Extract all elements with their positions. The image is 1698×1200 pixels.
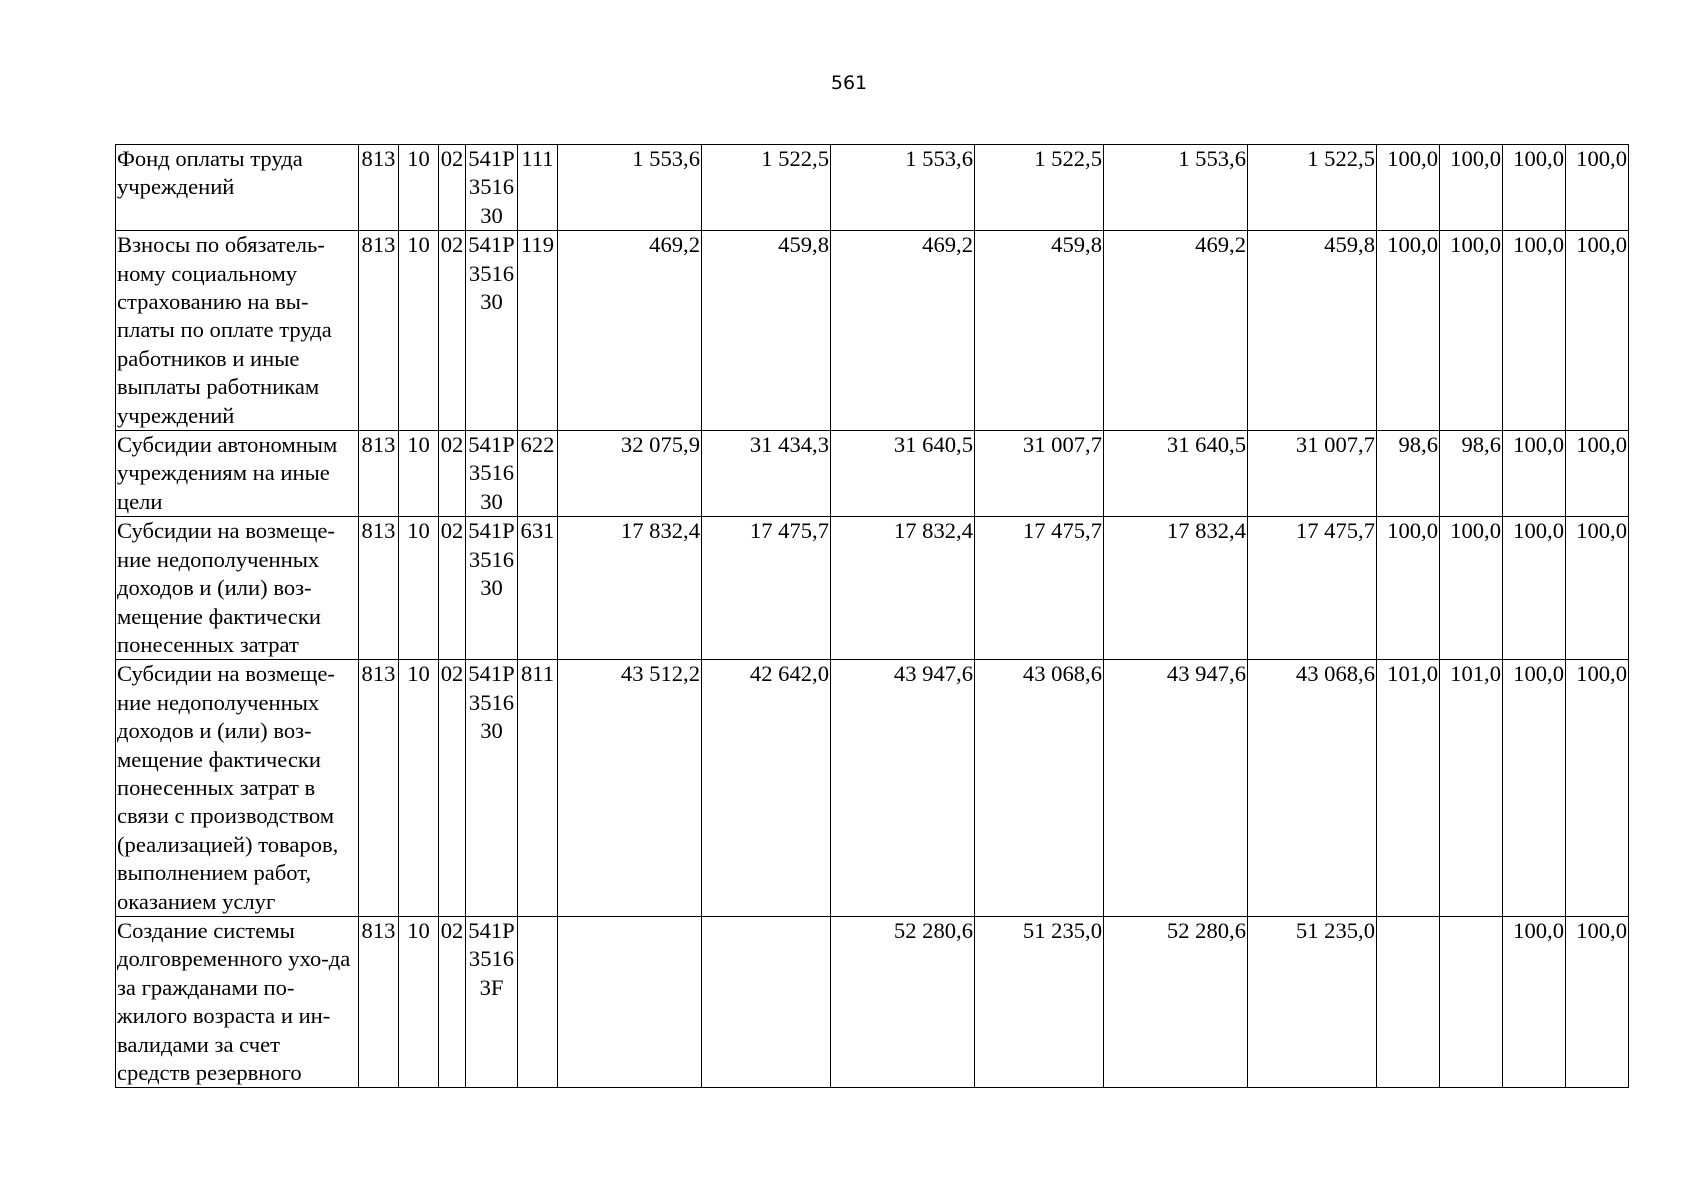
csr-code-part: 3516 (468, 174, 515, 200)
table-row (116, 145, 1629, 231)
value-cell: 43 068,6 (975, 660, 1104, 917)
value-cell: 459,8 (702, 231, 831, 431)
pr-code-cell: 02 (439, 431, 466, 517)
table-row (116, 916, 1629, 1087)
rz-code-cell: 10 (399, 916, 439, 1087)
budget-table (115, 144, 1629, 1088)
csr-code-part: 541P (468, 432, 515, 458)
value-cell: 100,0 (1503, 145, 1566, 231)
value-cell: 101,0 (1377, 660, 1440, 917)
value-cell: 52 280,6 (1104, 916, 1248, 1087)
csr-code-part: 3516 (468, 546, 515, 572)
value-cell: 98,6 (1440, 431, 1503, 517)
value-cell: 469,2 (1104, 231, 1248, 431)
value-cell: 31 434,3 (702, 431, 831, 517)
csr-code-part: 3516 (468, 946, 515, 972)
value-cell: 101,0 (1440, 660, 1503, 917)
gr-code-cell: 813 (359, 916, 399, 1087)
value-cell: 100,0 (1440, 517, 1503, 660)
csr-code-part: 3516 (468, 260, 515, 286)
value-cell (1440, 916, 1503, 1087)
csr-code-cell (466, 431, 518, 517)
value-cell: 51 235,0 (975, 916, 1104, 1087)
value-cell: 17 475,7 (702, 517, 831, 660)
gr-code-cell: 813 (359, 145, 399, 231)
value-cell: 100,0 (1503, 916, 1566, 1087)
value-cell: 1 553,6 (1104, 145, 1248, 231)
gr-code-cell: 813 (359, 517, 399, 660)
value-cell: 459,8 (975, 231, 1104, 431)
value-cell: 100,0 (1566, 231, 1629, 431)
value-cell: 31 007,7 (975, 431, 1104, 517)
rz-code-cell: 10 (399, 660, 439, 917)
value-cell: 469,2 (558, 231, 702, 431)
pr-code-cell: 02 (439, 660, 466, 917)
vr-code-cell: 119 (518, 231, 558, 431)
csr-code-part: 30 (480, 718, 503, 744)
rz-code-cell: 10 (399, 145, 439, 231)
value-cell: 43 512,2 (558, 660, 702, 917)
csr-code-cell (466, 231, 518, 431)
value-cell: 17 832,4 (1104, 517, 1248, 660)
page-number: 561 (830, 72, 868, 94)
pr-code-cell: 02 (439, 517, 466, 660)
row-name-cell: Фонд оплаты труда учреждений (116, 145, 359, 231)
value-cell: 100,0 (1503, 431, 1566, 517)
value-cell: 1 553,6 (558, 145, 702, 231)
value-cell: 98,6 (1377, 431, 1440, 517)
value-cell: 31 640,5 (831, 431, 975, 517)
rz-code-cell: 10 (399, 231, 439, 431)
csr-code-cell (466, 916, 518, 1087)
row-name-cell: Субсидии на возмеще-ние недополученных доходов и (или) воз-мещение фактически понесенных затрат (116, 517, 359, 660)
rz-code-cell: 10 (399, 517, 439, 660)
csr-code-part: 3F (479, 974, 504, 1000)
csr-code-part: 30 (480, 575, 503, 601)
gr-code-cell: 813 (359, 660, 399, 917)
csr-code-part: 3516 (468, 689, 515, 715)
value-cell (702, 916, 831, 1087)
vr-code-cell: 811 (518, 660, 558, 917)
value-cell: 100,0 (1440, 231, 1503, 431)
value-cell: 459,8 (1248, 231, 1377, 431)
value-cell: 100,0 (1440, 145, 1503, 231)
value-cell: 51 235,0 (1248, 916, 1377, 1087)
value-cell: 43 947,6 (1104, 660, 1248, 917)
value-cell: 43 947,6 (831, 660, 975, 917)
gr-code-cell: 813 (359, 431, 399, 517)
value-cell: 31 640,5 (1104, 431, 1248, 517)
value-cell: 1 522,5 (975, 145, 1104, 231)
csr-code-part: 541P (468, 146, 515, 171)
csr-code-part: 3516 (468, 460, 515, 486)
value-cell: 100,0 (1566, 916, 1629, 1087)
csr-code-part: 541P (468, 518, 515, 544)
table-row (116, 660, 1629, 917)
csr-code-cell (466, 517, 518, 660)
value-cell: 100,0 (1566, 660, 1629, 917)
value-cell: 100,0 (1377, 145, 1440, 231)
vr-code-cell: 622 (518, 431, 558, 517)
value-cell: 1 522,5 (702, 145, 831, 231)
value-cell: 100,0 (1566, 431, 1629, 517)
value-cell: 31 007,7 (1248, 431, 1377, 517)
table-row (116, 431, 1629, 517)
csr-code-part: 541P (468, 232, 515, 258)
pr-code-cell: 02 (439, 916, 466, 1087)
pr-code-cell: 02 (439, 145, 466, 231)
table-row (116, 231, 1629, 431)
value-cell: 52 280,6 (831, 916, 975, 1087)
rz-code-cell: 10 (399, 431, 439, 517)
csr-code-part: 541P (468, 661, 515, 687)
value-cell (558, 916, 702, 1087)
value-cell: 100,0 (1503, 517, 1566, 660)
pr-code-cell: 02 (439, 231, 466, 431)
value-cell: 100,0 (1377, 231, 1440, 431)
value-cell: 469,2 (831, 231, 975, 431)
csr-code-part: 541P (468, 917, 515, 943)
value-cell: 100,0 (1503, 231, 1566, 431)
vr-code-cell (518, 916, 558, 1087)
gr-code-cell: 813 (359, 231, 399, 431)
value-cell: 17 475,7 (1248, 517, 1377, 660)
value-cell: 100,0 (1566, 517, 1629, 660)
vr-code-cell: 111 (518, 145, 558, 231)
value-cell: 17 475,7 (975, 517, 1104, 660)
row-name-cell: Субсидии автономным учреждениям на иные цели (116, 431, 359, 517)
value-cell: 17 832,4 (558, 517, 702, 660)
table-row (116, 517, 1629, 660)
row-name-cell: Создание системы долговременного ухо-да за гражданами по-жилого возраста и ин-валидами за счет средств резервного (116, 916, 359, 1087)
csr-code-cell (466, 660, 518, 917)
value-cell: 100,0 (1377, 517, 1440, 660)
value-cell: 100,0 (1503, 660, 1566, 917)
row-name-cell: Взносы по обязатель-ному социальному страхованию на вы-платы по оплате труда работников и иные выплаты работникам учреждений (116, 231, 359, 431)
value-cell: 1 553,6 (831, 145, 975, 231)
value-cell (1377, 916, 1440, 1087)
value-cell: 17 832,4 (831, 517, 975, 660)
csr-code-cell (466, 145, 518, 231)
row-name-cell: Субсидии на возмеще-ние недополученных доходов и (или) воз-мещение фактически понесенных затрат в связи с производством (реализацией) товаров, выполнением работ, оказанием услуг (116, 660, 359, 917)
csr-code-part: 30 (480, 488, 503, 514)
csr-code-part: 30 (480, 289, 503, 315)
value-cell: 32 075,9 (558, 431, 702, 517)
value-cell: 43 068,6 (1248, 660, 1377, 917)
vr-code-cell: 631 (518, 517, 558, 660)
value-cell: 100,0 (1566, 145, 1629, 231)
csr-code-part: 30 (480, 202, 503, 228)
value-cell: 42 642,0 (702, 660, 831, 917)
value-cell: 1 522,5 (1248, 145, 1377, 231)
